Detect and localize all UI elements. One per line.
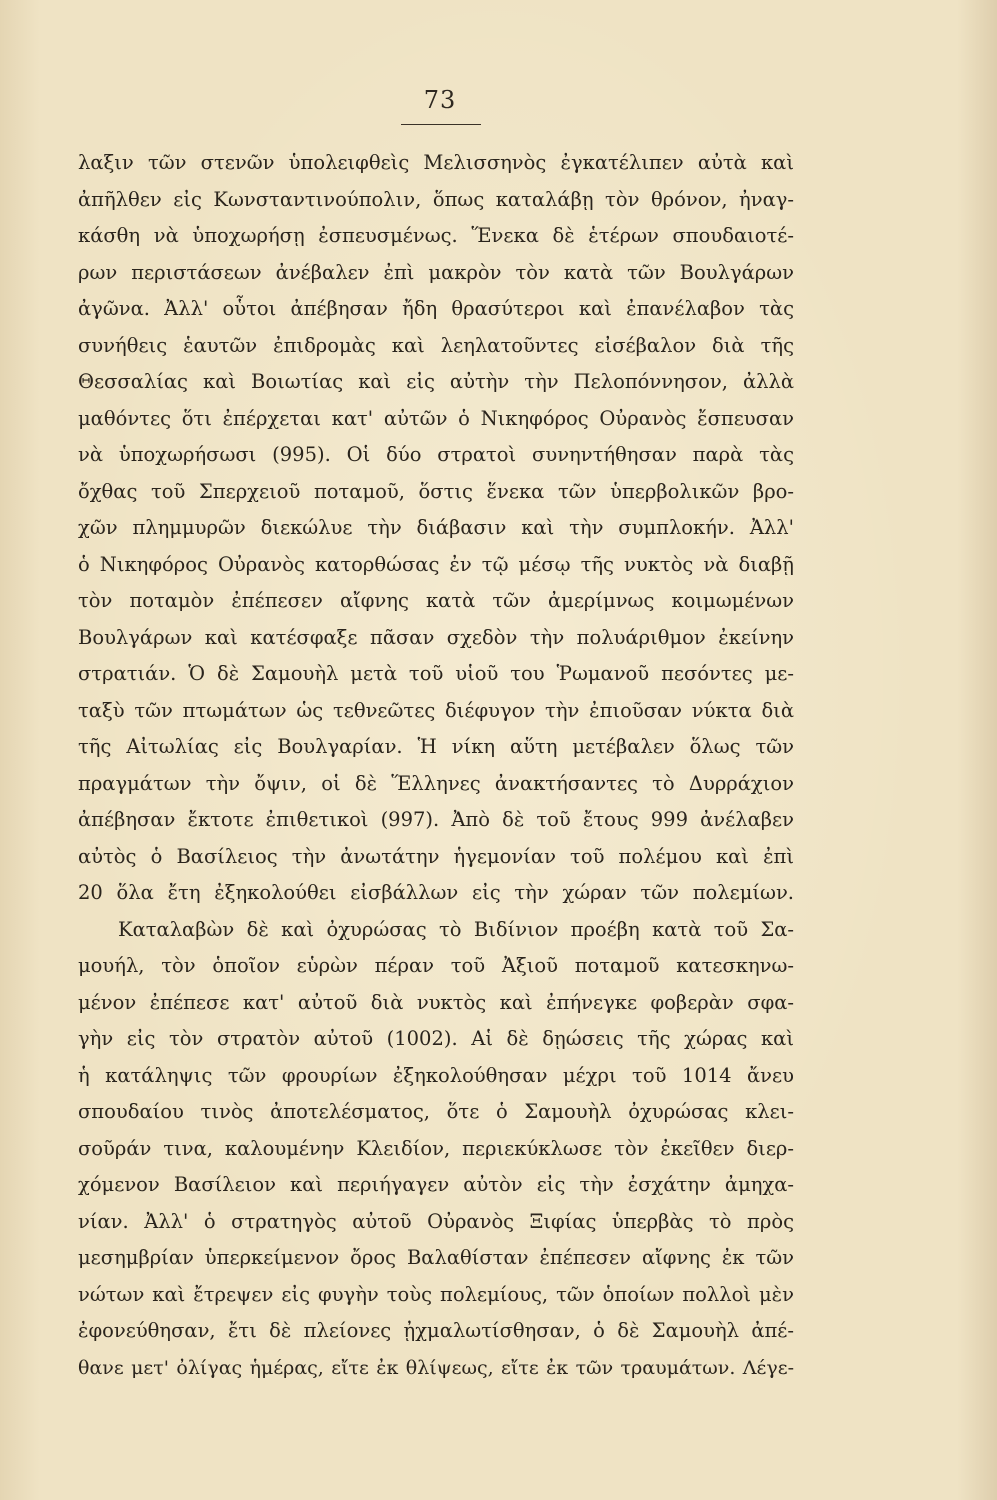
text-line: νὰ ὑποχωρήσωσι (995). Οἱ δύο στρατοὶ συνηντήθησαν παρὰ τὰς [78, 443, 794, 466]
text-line: ἀπέβησαν ἔκτοτε ἐπιθετικοὶ (997). Ἀπὸ δὲ τοῦ ἔτους 999 ἀνέλαβεν [78, 808, 794, 831]
text-line: γὴν εἰς τὸν στρατὸν αὐτοῦ (1002). Αἱ δὲ δῃώσεις τῆς χώρας καὶ [78, 1027, 794, 1050]
body-text [78, 145, 794, 1386]
text-line: στρατιάν. Ὁ δὲ Σαμουὴλ μετὰ τοῦ υἱοῦ του Ῥωμανοῦ πεσόντες με- [78, 662, 794, 685]
text-line: τῆς Αἰτωλίας εἰς Βουλγαρίαν. Ἡ νίκη αὕτη μετέβαλεν ὅλως τῶν [78, 735, 794, 758]
text-line: νώτων καὶ ἔτρεψεν εἰς φυγὴν τοὺς πολεμίους, τῶν ὁποίων πολλοὶ μὲν [78, 1282, 794, 1306]
text-line: σπουδαίου τινὸς ἀποτελέσματος, ὅτε ὁ Σαμουὴλ ὀχυρώσας κλει- [78, 1100, 794, 1123]
text-line: χῶν πλημμυρῶν διεκώλυε τὴν διάβασιν καὶ τὴν συμπλοκήν. Ἀλλ' [78, 516, 794, 539]
text-line: ἐφονεύθησαν, ἔτι δὲ πλείονες ᾐχμαλωτίσθησαν, ὁ δὲ Σαμουὴλ ἀπέ- [78, 1319, 794, 1342]
text-line: τὸν ποταμὸν ἐπέπεσεν αἴφνης κατὰ τῶν ἀμερίμνως κοιμωμένων [78, 589, 794, 612]
text-line: ὄχθας τοῦ Σπερχειοῦ ποταμοῦ, ὅστις ἕνεκα τῶν ὑπερβολικῶν βρο- [78, 479, 794, 503]
text-line: Βουλγάρων καὶ κατέσφαξε πᾶσαν σχεδὸν τὴν πολυάριθμον ἐκείνην [78, 625, 794, 649]
text-line: χόμενον Βασίλειον καὶ περιήγαγεν αὐτὸν εἰς τὴν ἐσχάτην ἀμηχα- [78, 1173, 794, 1196]
text-line: σοῦράν τινα, καλουμένην Κλειδίον, περιεκύκλωσε τὸν ἐκεῖθεν διερ- [78, 1136, 794, 1160]
text-line: θανε μετ' ὀλίγας ἡμέρας, εἴτε ἐκ θλίψεως, εἴτε ἐκ τῶν τραυμάτων. Λέγε- [78, 1356, 794, 1379]
header-rule [401, 124, 481, 125]
text-line: συνήθεις ἑαυτῶν ἐπιδρομὰς καὶ λεηλατοῦντες εἰσέβαλον διὰ τῆς [78, 333, 794, 357]
text-line: μεσημβρίαν ὑπερκείμενον ὄρος Βαλαθίσταν ἐπέπεσεν αἴφνης ἐκ τῶν [78, 1246, 794, 1269]
text-line: κάσθη νὰ ὑποχωρήσῃ ἐσπευσμένως. Ἕνεκα δὲ ἑτέρων σπουδαιοτέ- [78, 224, 794, 247]
text-line: λαξιν τῶν στενῶν ὑπολειφθεὶς Μελισσηνὸς ἐγκατέλιπεν αὐτὰ καὶ [78, 151, 794, 174]
text-line: ὁ Νικηφόρος Οὐρανὸς κατορθώσας ἐν τῷ μέσῳ τῆς νυκτὸς νὰ διαβῇ [78, 552, 794, 576]
page-number: 73 [423, 86, 457, 114]
text-line: ρων περιστάσεων ἀνέβαλεν ἐπὶ μακρὸν τὸν κατὰ τῶν Βουλγάρων [78, 260, 794, 284]
text-line: ἀγῶνα. Ἀλλ' οὗτοι ἀπέβησαν ἤδη θρασύτεροι καὶ ἐπανέλαβον τὰς [78, 297, 794, 320]
text-line: ταξὺ τῶν πτωμάτων ὡς τεθνεῶτες διέφυγον τὴν ἐπιοῦσαν νύκτα διὰ [78, 698, 794, 722]
text-line: ἡ κατάληψις τῶν φρουρίων ἐξηκολούθησαν μέχρι τοῦ 1014 ἄνευ [78, 1063, 794, 1087]
text-line: Θεσσαλίας καὶ Βοιωτίας καὶ εἰς αὐτὴν τὴν Πελοπόννησον, ἀλλὰ [78, 370, 794, 393]
text-line: μουήλ, τὸν ὁποῖον εὑρὼν πέραν τοῦ Ἀξιοῦ ποταμοῦ κατεσκηνω- [78, 954, 794, 977]
text-line: νίαν. Ἀλλ' ὁ στρατηγὸς αὐτοῦ Οὐρανὸς Ξιφίας ὑπερβὰς τὸ πρὸς [78, 1209, 794, 1233]
text-line: μένον ἐπέπεσε κατ' αὐτοῦ διὰ νυκτὸς καὶ ἐπήνεγκε φοβερὰν σφα- [78, 990, 794, 1014]
text-line: ἀπῆλθεν εἰς Κωνσταντινούπολιν, ὅπως καταλάβῃ τὸν θρόνον, ἠναγ- [78, 187, 794, 211]
text-line: αὐτὸς ὁ Βασίλειος τὴν ἀνωτάτην ἡγεμονίαν τοῦ πολέμου καὶ ἐπὶ [78, 844, 794, 868]
text-line: μαθόντες ὅτι ἐπέρχεται κατ' αὐτῶν ὁ Νικηφόρος Οὐρανὸς ἔσπευσαν [78, 406, 794, 430]
text-line: Καταλαβὼν δὲ καὶ ὀχυρώσας τὸ Βιδίνιον προέβη κατὰ τοῦ Σα- [118, 917, 794, 941]
text-line: πραγμάτων τὴν ὄψιν, οἱ δὲ Ἕλληνες ἀνακτήσαντες τὸ Δυρράχιον [78, 771, 794, 795]
text-line: 20 ὅλα ἔτη ἐξηκολούθει εἰσβάλλων εἰς τὴν χώραν τῶν πολεμίων. [78, 881, 794, 904]
